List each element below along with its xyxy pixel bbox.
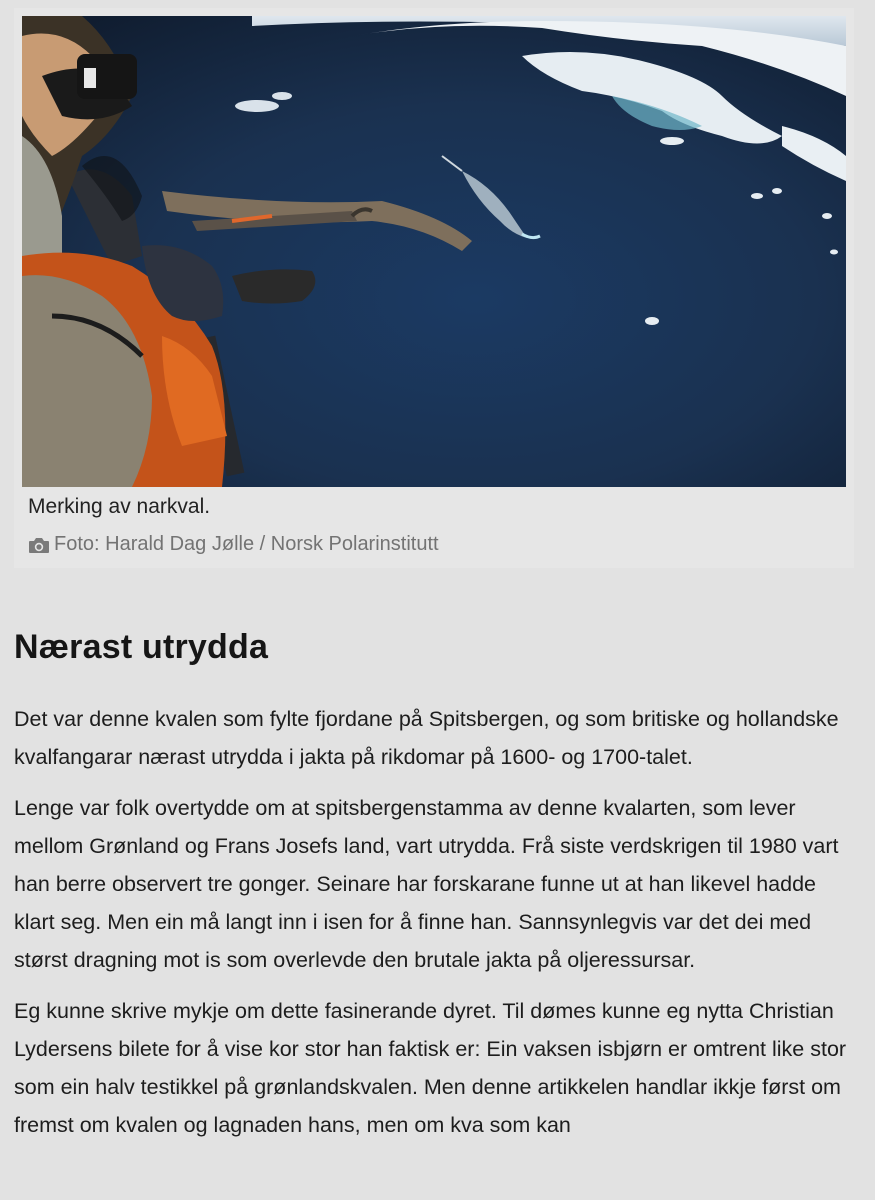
article-body: [14, 700, 854, 1157]
section-heading: Nærast utrydda: [14, 628, 269, 666]
photo-credit: [28, 531, 439, 557]
article-paragraph: Eg kunne skrive mykje om dette fasinerande dyret. Til dømes kunne eg nytta Christian Lydersens bilete for å vise kor stor han faktisk er: Ein vaksen isbjørn er omtrent like stor som ein halv testikkel på grønlandskvalen. Men denne artikkelen handlar ikkje først om fremst om kvalen og lagnaden hans, men om kva som kan: [14, 999, 847, 1137]
article-paragraph: Lenge var folk overtydde om at spitsbergenstamma av denne kvalarten, som lever mellom Grønland og Frans Josefs land, vart utrydda. Frå siste verdskrigen til 1980 vart han berre observert tre gonger. Seinare har forskarane funne ut at han likevel hadde klart seg. Men ein må langt inn i isen for å finne han. Sannsynlegvis var det dei med størst dragning mot is som overlevde den brutale jakta på oljeressursar.: [14, 796, 839, 972]
article-paragraph: Det var denne kvalen som fylte fjordane på Spitsbergen, og som britiske og hollandske kvalfangarar nærast utrydda i jakta på rikdomar på 1600- og 1700-talet.: [14, 707, 839, 769]
camera-icon: [28, 535, 50, 553]
article-figure: [14, 8, 854, 568]
photo-credit-text: Foto: Harald Dag Jølle / Norsk Polarinstitutt: [54, 533, 439, 555]
narwhal-tagging-photo[interactable]: [22, 16, 846, 487]
figure-caption: Merking av narkval.: [28, 495, 211, 518]
